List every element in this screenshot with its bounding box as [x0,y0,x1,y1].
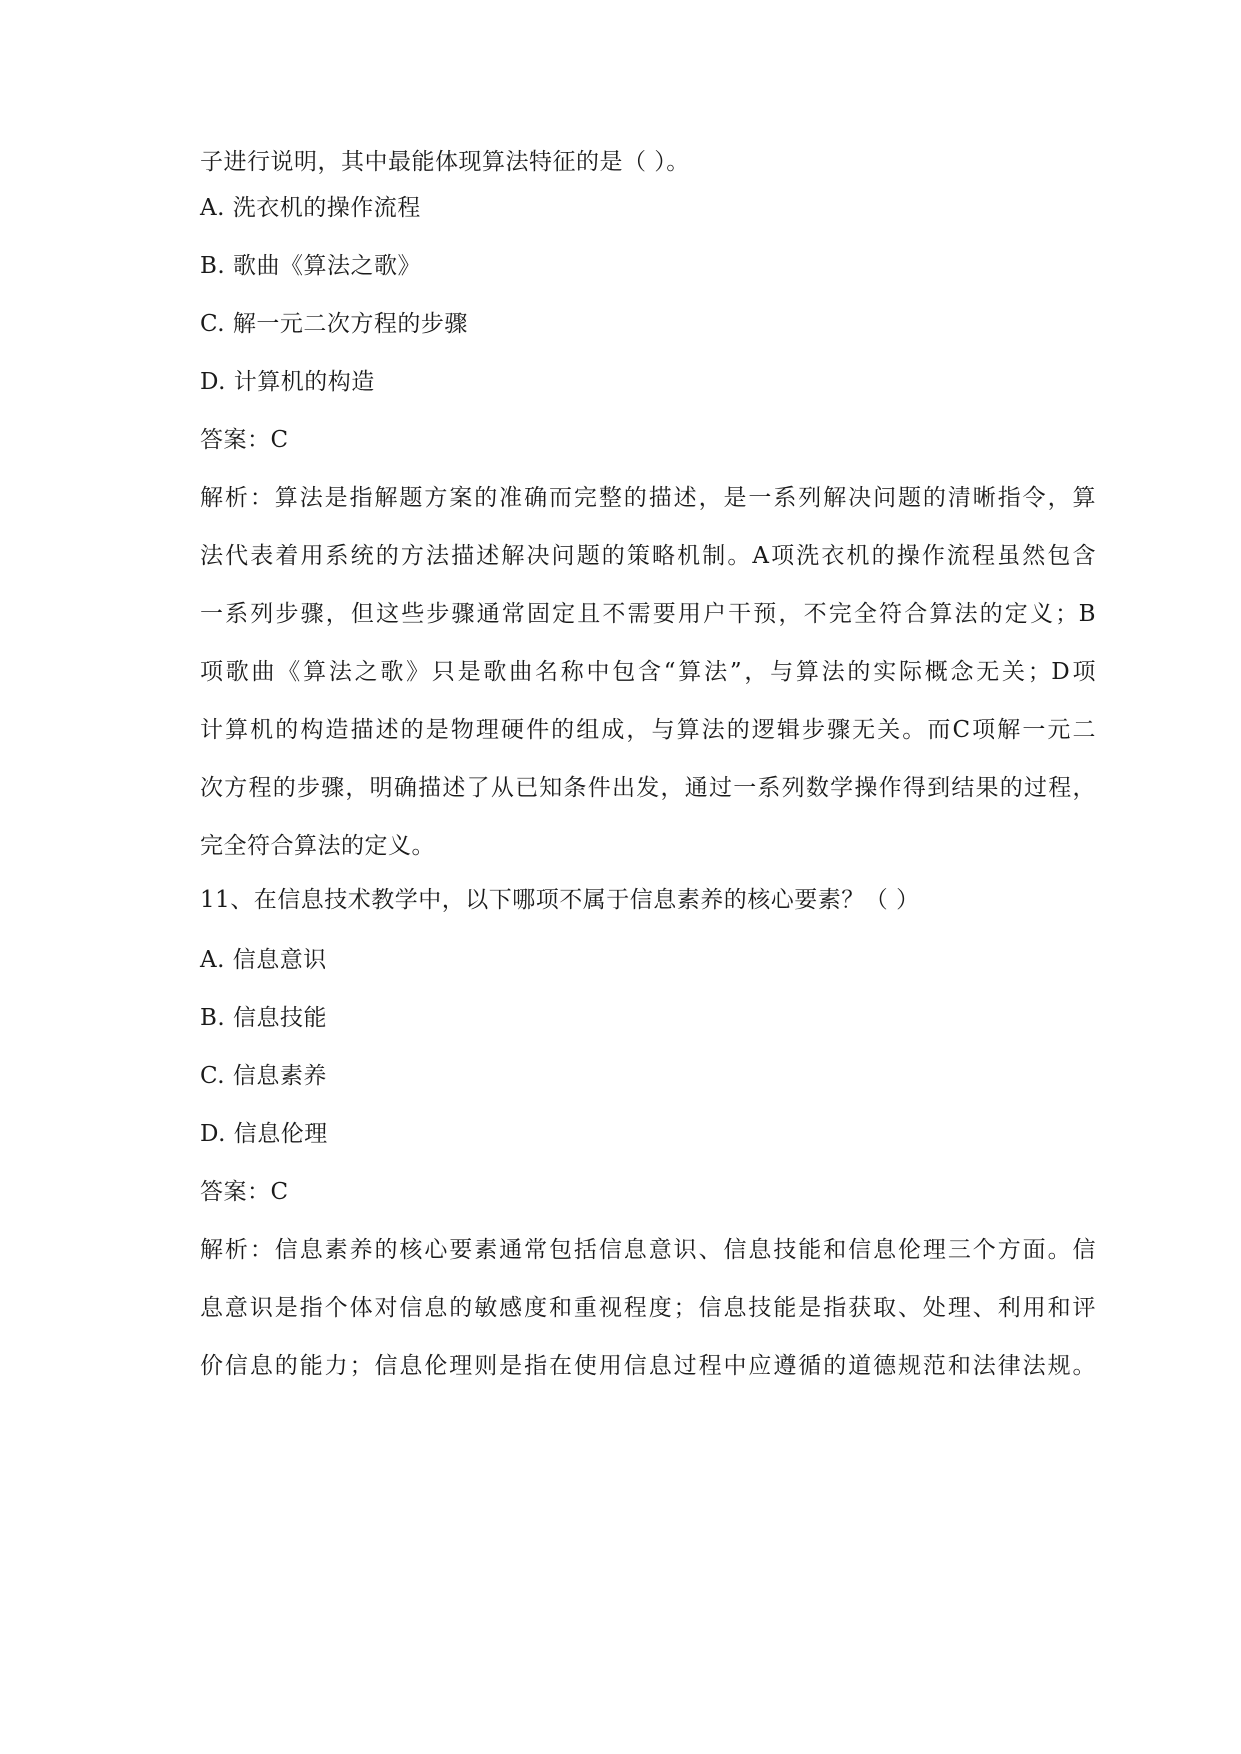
q10-analysis-line-6: 次方程的步骤，明确描述了从已知条件出发，通过一系列数学操作得到结果的过程， [200,775,1096,801]
q10-analysis-line-4: 项歌曲《算法之歌》只是歌曲名称中包含“算法”，与算法的实际概念无关；D项 [200,659,1096,685]
q11-analysis-line-3: 价信息的能力；信息伦理则是指在使用信息过程中应遵循的道德规范和法律法规。 [200,1353,1096,1379]
q11-stem: 11、在信息技术教学中，以下哪项不属于信息素养的核心要素？（ ） [200,887,920,913]
q11-analysis-line-1: 解析：信息素养的核心要素通常包括信息意识、信息技能和信息伦理三个方面。信 [200,1237,1096,1263]
q10-analysis-line-1: 解析：算法是指解题方案的准确而完整的描述，是一系列解决问题的清晰指令，算 [200,485,1096,511]
q10-analysis-line-2: 法代表着用系统的方法描述解决问题的策略机制。A项洗衣机的操作流程虽然包含 [200,543,1096,569]
q10-option-c: C. 解一元二次方程的步骤 [200,311,468,337]
q11-analysis-line-2: 息意识是指个体对信息的敏感度和重视程度；信息技能是指获取、处理、利用和评 [200,1295,1096,1321]
q10-option-b: B. 歌曲《算法之歌》 [200,253,422,279]
q11-option-b: B. 信息技能 [200,1005,328,1031]
q11-option-a: A. 信息意识 [200,947,327,973]
q10-stem-tail: 子进行说明，其中最能体现算法特征的是（ ）。 [200,149,690,175]
q11-option-d: D. 信息伦理 [200,1121,328,1147]
q11-option-c: C. 信息素养 [200,1063,327,1089]
q11-answer: 答案：C [200,1179,289,1205]
q10-analysis-line-7: 完全符合算法的定义。 [200,833,435,859]
q10-option-a: A. 洗衣机的操作流程 [200,195,421,221]
q10-analysis-line-5: 计算机的构造描述的是物理硬件的组成，与算法的逻辑步骤无关。而C项解一元二 [200,717,1096,743]
q10-option-d: D. 计算机的构造 [200,369,375,395]
q10-analysis-line-3: 一系列步骤，但这些步骤通常固定且不需要用户干预，不完全符合算法的定义；B [200,601,1096,627]
q10-answer: 答案：C [200,427,289,453]
